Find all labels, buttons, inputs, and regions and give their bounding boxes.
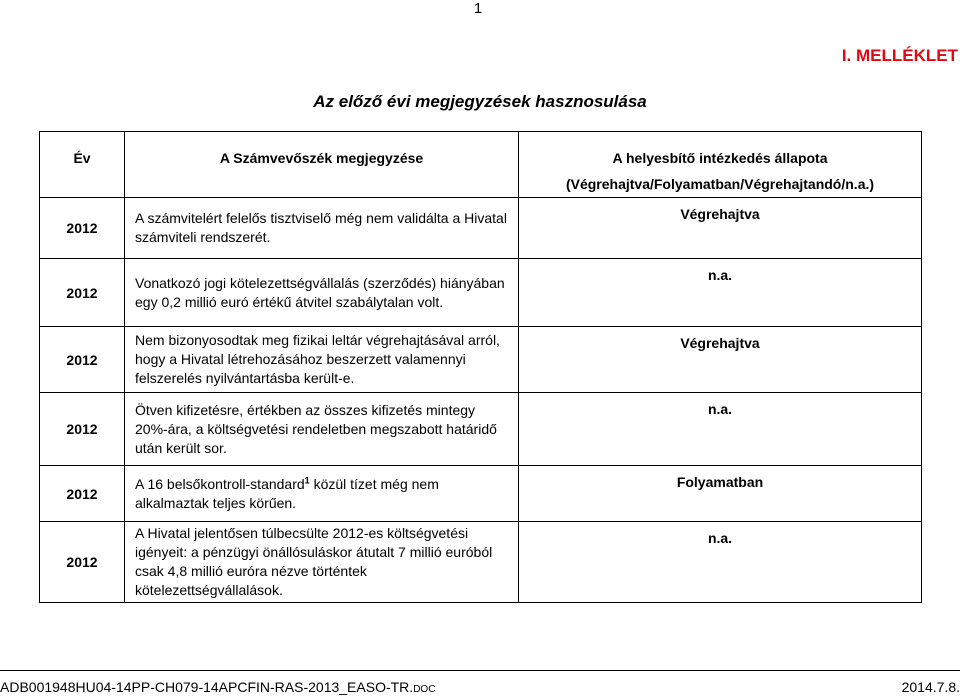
table-row: [40, 327, 922, 393]
table-row: [40, 198, 922, 259]
status-cell: Végrehajtva: [519, 327, 922, 393]
status-cell: Folyamatban: [519, 466, 922, 522]
annex-label: I. MELLÉKLET: [841, 46, 958, 65]
remark-cell: Ötven kifizetésre, értékben az összes kifizetés mintegy 20%-ára, a költségvetési rendeletben megszabott határidő után került sor.: [125, 393, 519, 466]
status-cell: n.a.: [519, 522, 922, 603]
remark-cell: A számvitelért felelős tisztviselő még nem validálta a Hivatal számviteli rendszerét.: [125, 198, 519, 259]
table-row: [40, 393, 922, 466]
header-status: [519, 132, 922, 198]
header-remark: A Számvevőszék megjegyzése: [125, 132, 519, 198]
year-cell: 2012: [40, 198, 125, 259]
footer-document-id: ADB001948HU04-14PP-CH079-14APCFIN-RAS-2013_EASO-TR.DOC: [0, 679, 436, 695]
remark-cell: Nem bizonyosodtak meg fizikai leltár végrehajtásával arról, hogy a Hivatal létrehozásához beszerzett valamennyi felszerelés nyilvántartásba került-e.: [125, 327, 519, 393]
remark-cell: [125, 466, 519, 522]
remark-text-before: A 16 belsőkontroll-standard: [135, 475, 305, 492]
table-row: [40, 466, 922, 522]
page-title: Az előző évi megjegyzések hasznosulása: [313, 92, 647, 111]
header-status-line2: (Végrehajtva/Folyamatban/Végrehajtandó/n.a.): [565, 176, 875, 192]
remark-text-after: közül tízet még nem alkalmaztak teljes körűen.: [135, 475, 439, 511]
year-cell: 2012: [40, 259, 125, 327]
table-row: [40, 522, 922, 603]
status-cell: n.a.: [519, 393, 922, 466]
year-cell: 2012: [40, 522, 125, 603]
year-cell: 2012: [40, 327, 125, 393]
footer-date: 2014.7.8.: [901, 679, 960, 695]
footnote-marker: 1: [304, 474, 310, 485]
status-cell: Végrehajtva: [519, 198, 922, 259]
page-number: 1: [473, 0, 483, 17]
remarks-table: [39, 131, 922, 603]
footer-divider: [0, 670, 960, 671]
table-row: [40, 259, 922, 327]
remark-cell: A Hivatal jelentősen túlbecsülte 2012-es költségvetési igényeit: a pénzügyi önállósuláskor átutalt 7 millió euróból csak 4,8 millió euróra nézve történtek kötelezettségvállalások.: [125, 522, 519, 603]
year-cell: 2012: [40, 393, 125, 466]
status-cell: n.a.: [519, 259, 922, 327]
remark-cell: Vonatkozó jogi kötelezettségvállalás (szerződés) hiányában egy 0,2 millió euró értékű átvitel szabálytalan volt.: [125, 259, 519, 327]
header-status-line1: A helyesbítő intézkedés állapota: [612, 150, 828, 166]
year-cell: 2012: [40, 466, 125, 522]
header-year: Év: [40, 132, 125, 198]
table-header-row: [40, 132, 922, 198]
